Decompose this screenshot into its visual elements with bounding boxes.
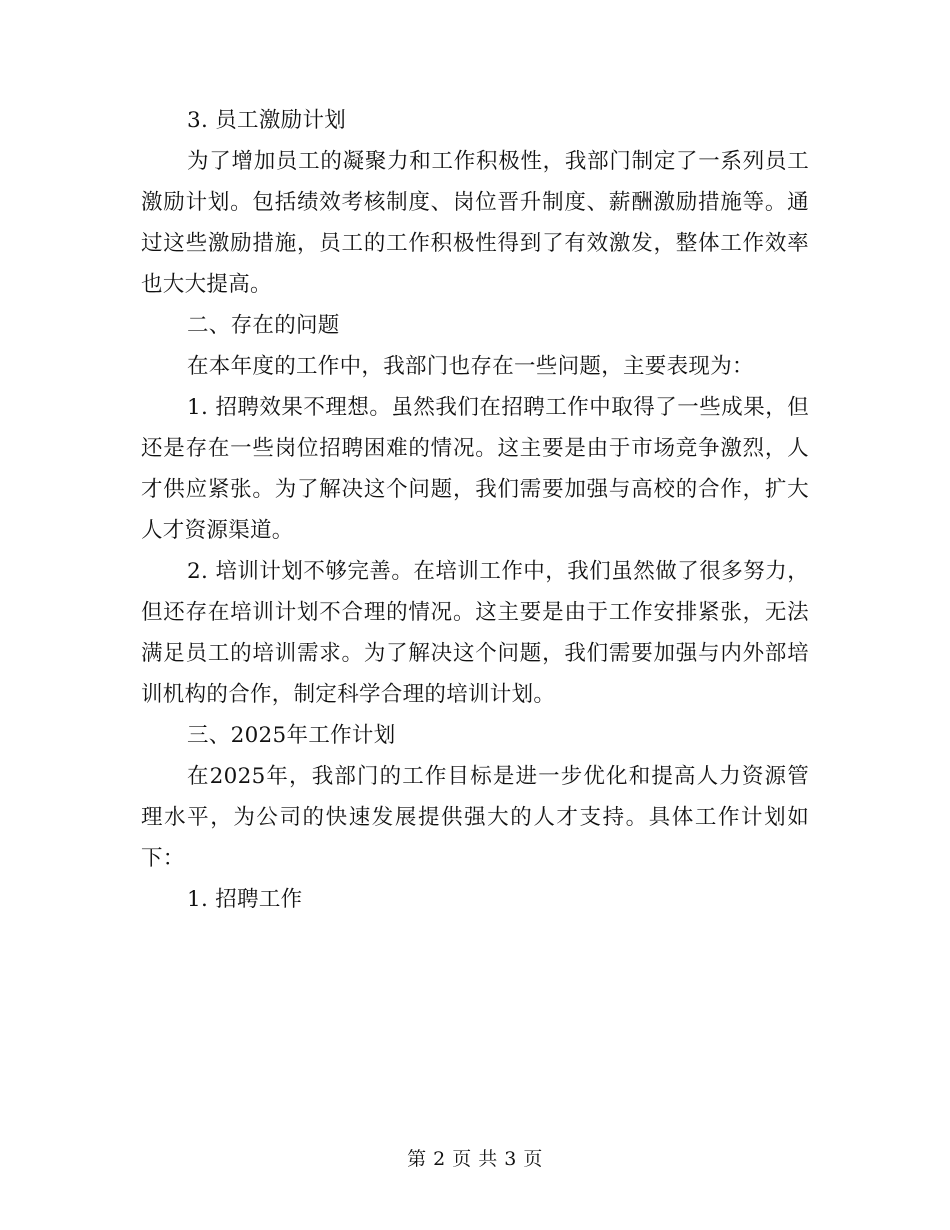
document-body xyxy=(141,100,809,920)
page-footer: 第 2 页 共 3 页 xyxy=(407,1148,543,1170)
section-heading-existing-problems: 二、存在的问题 xyxy=(187,313,340,338)
subheading-employee-incentive-plan: 3. 员工激励计划 xyxy=(187,108,347,133)
paragraph-work-plan-intro: 在2025年，我部门的工作目标是进一步优化和提高人力资源管理水平，为公司的快速发展提供强大的人才支持。具体工作计划如下： xyxy=(141,764,809,871)
subheading-recruitment-work: 1. 招聘工作 xyxy=(187,887,303,912)
paragraph-problem-recruitment: 1. 招聘效果不理想。虽然我们在招聘工作中取得了一些成果，但还是存在一些岗位招聘困难的情况。这主要是由于市场竞争激烈，人才供应紧张。为了解决这个问题，我们需要加强与高校的合作，扩大人才资源渠道。 xyxy=(141,395,809,543)
paragraph-incentive-details: 为了增加员工的凝聚力和工作积极性，我部门制定了一系列员工激励计划。包括绩效考核制度、岗位晋升制度、薪酬激励措施等。通过这些激励措施，员工的工作积极性得到了有效激发，整体工作效率也大大提高。 xyxy=(141,149,809,297)
section-heading-work-plan: 三、2025年工作计划 xyxy=(187,723,396,748)
paragraph-problem-training: 2. 培训计划不够完善。在培训工作中，我们虽然做了很多努力，但还存在培训计划不合理的情况。这主要是由于工作安排紧张，无法满足员工的培训需求。为了解决这个问题，我们需要加强与内外部培训机构的合作，制定科学合理的培训计划。 xyxy=(141,559,809,707)
paragraph-problems-intro: 在本年度的工作中，我部门也存在一些问题，主要表现为： xyxy=(187,354,754,379)
